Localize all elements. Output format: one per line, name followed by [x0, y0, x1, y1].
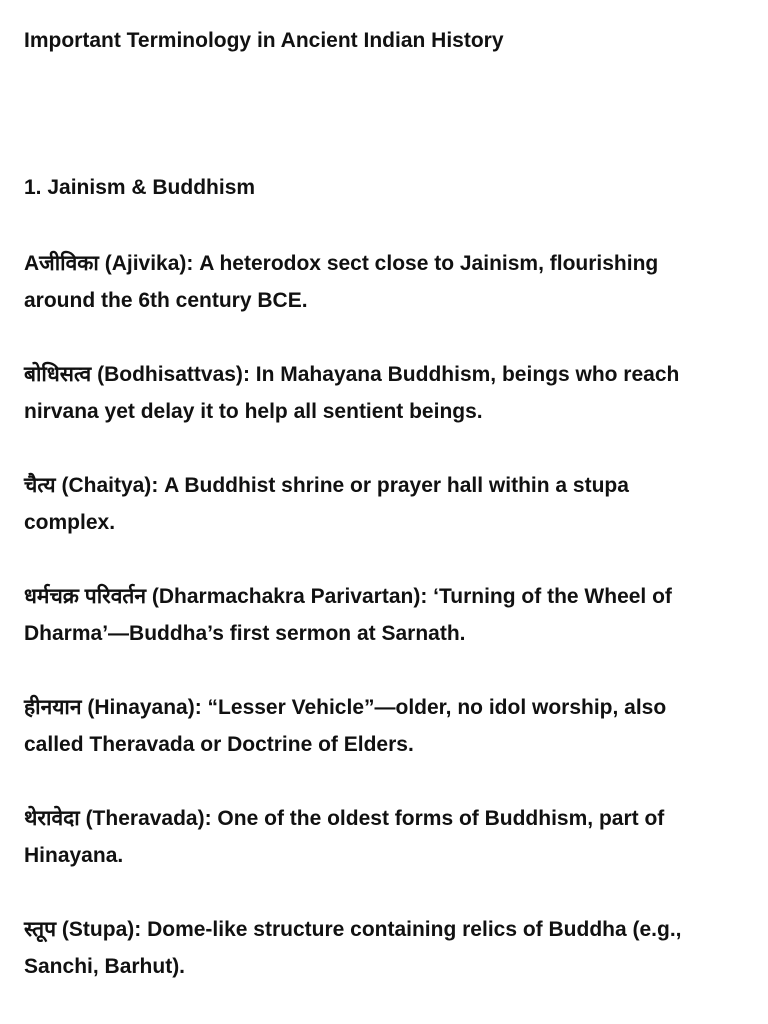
- term-entry-stupa: [24, 911, 724, 985]
- term-english: (Stupa): [61, 918, 135, 941]
- term-hindi: थेरावेदा: [24, 807, 80, 830]
- term-definition: : Dome-like structure containing relics of Buddha (e.g., Sanchi, Barhut).: [24, 918, 682, 978]
- term-entry-dharmachakra-parivartan: [24, 578, 724, 652]
- term-hindi: स्तूप: [24, 918, 57, 941]
- term-hindi: धर्मचक्र परिवर्तन: [24, 585, 147, 608]
- term-hindi: हीनयान: [24, 696, 82, 719]
- term-english: (Dharmachakra Parivartan): [151, 585, 421, 608]
- term-hindi: Aजीविका: [24, 252, 99, 275]
- term-hindi: चैत्य: [24, 474, 56, 497]
- term-hindi: बोधिसत्व: [24, 363, 92, 386]
- term-entry-hinayana: [24, 689, 724, 763]
- term-english: (Chaitya): [61, 474, 152, 497]
- term-english: (Hinayana): [87, 696, 195, 719]
- term-definition: : In Mahayana Buddhism, beings who reach nirvana yet delay it to help all sentient beings.: [24, 363, 680, 423]
- term-definition: : A Buddhist shrine or prayer hall within a stupa complex.: [24, 474, 629, 534]
- term-entry-ajivika: [24, 245, 724, 319]
- term-english: (Theravada): [85, 807, 205, 830]
- term-english: (Bodhisattvas): [97, 363, 243, 386]
- term-english: (Ajivika): [104, 252, 187, 275]
- term-entry-theravada: [24, 800, 724, 874]
- term-definition: : One of the oldest forms of Buddhism, part of Hinayana.: [24, 807, 665, 867]
- section-heading: 1. Jainism & Buddhism: [24, 176, 256, 199]
- document-title: Important Terminology in Ancient Indian History: [24, 29, 504, 52]
- term-definition: : ‘Turning of the Wheel of Dharma’—Buddha’s first sermon at Sarnath.: [24, 585, 672, 645]
- term-list: [24, 245, 724, 1022]
- term-entry-bodhisattvas: [24, 356, 724, 430]
- term-entry-chaitya: [24, 467, 724, 541]
- term-definition: : “Lesser Vehicle”—older, no idol worship, also called Theravada or Doctrine of Elders.: [24, 696, 667, 756]
- term-definition: : A heterodox sect close to Jainism, flourishing around the 6th century BCE.: [24, 252, 659, 312]
